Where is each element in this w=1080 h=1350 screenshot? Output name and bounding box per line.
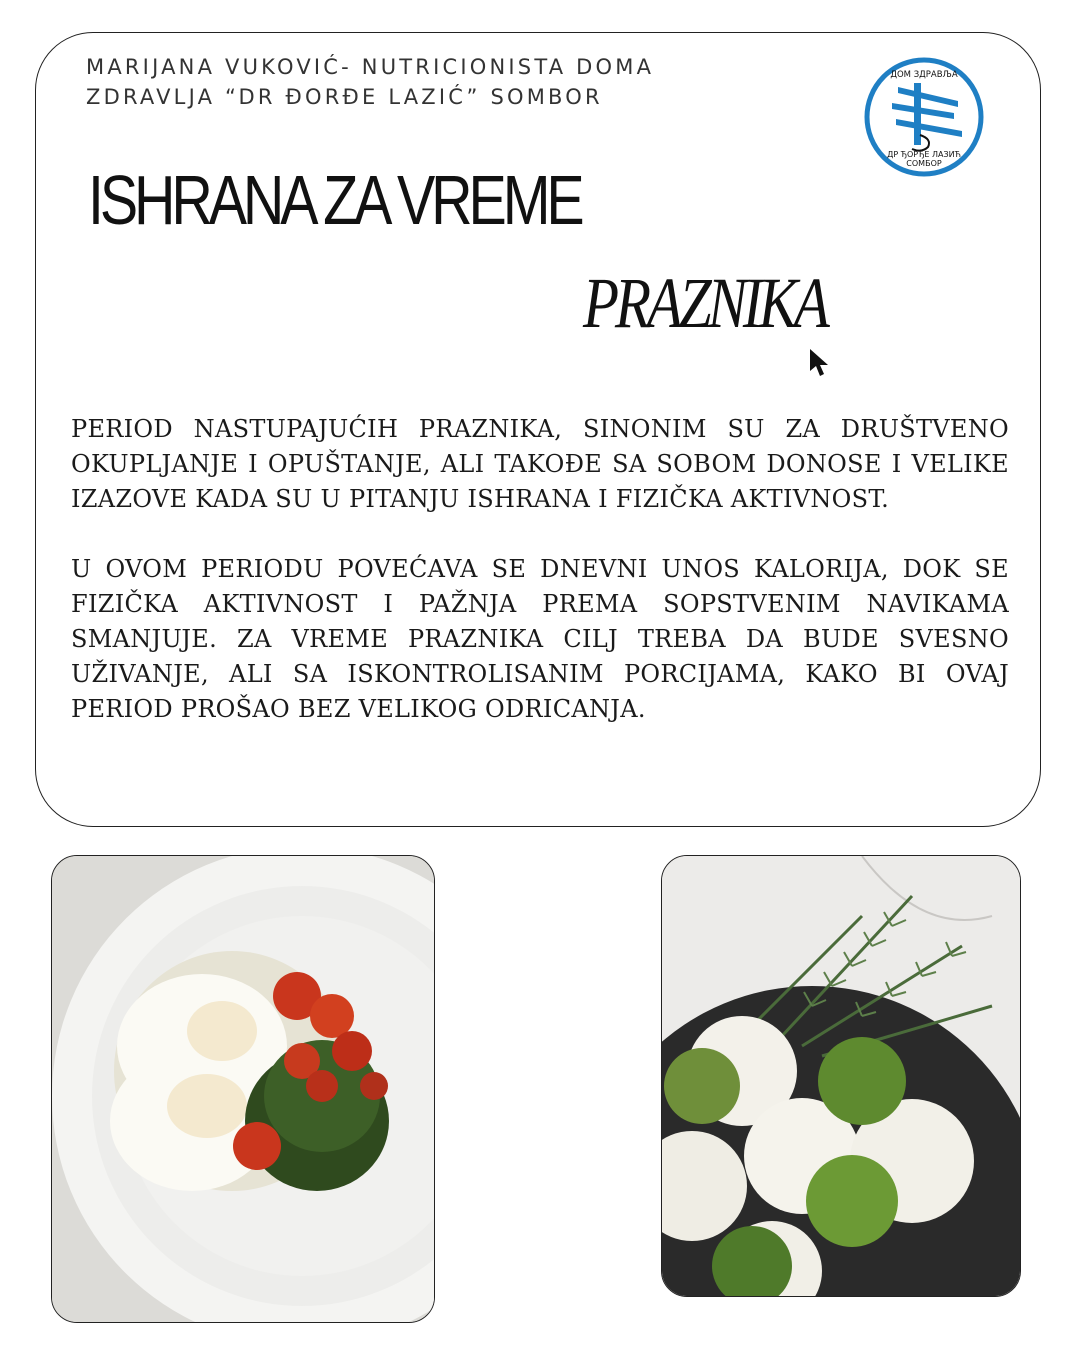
- eggs-spinach-illustration: [52, 856, 435, 1323]
- cauliflower-broccoli-illustration: [662, 856, 1021, 1297]
- paragraph-1: PERIOD NASTUPAJUĆIH PRAZNIKA, SINONIM SU ZA DRUŠTVENO OKUPLJANJE I OPUŠTANJE, ALI TAKOĐE SA SOBOM DONOSE I VELIKE IZAZOVE KADA SU U PITANJU ISHRANA I FIZIČKA AKTIVNOST.: [71, 415, 1009, 513]
- title-line-2: PRAZNIKA: [583, 263, 826, 343]
- body-text: [71, 412, 1009, 762]
- cursor-arrow-icon: [808, 347, 834, 379]
- logo-text-bottom-2: СОМБОР: [906, 159, 942, 168]
- eggs-spinach-photo: [51, 855, 435, 1323]
- author-line-1: MARIJANA VUKOVIĆ- NUTRICIONISTA DOMA: [86, 55, 655, 79]
- logo-text-bottom-1: ДР ЂОРЂЕ ЛАЗИЋ: [887, 150, 961, 159]
- paragraph-2: U OVOM PERIODU POVEĆAVA SE DNEVNI UNOS KALORIJA, DOK SE FIZIČKA AKTIVNOST I PAŽNJA PREMA SOPSTVENIM NAVIKAMA SMANJUJE. ZA VREME PRAZNIKA CILJ TREBA DA BUDE SVESNO UŽIVANJE, ALI SA ISKONTROLISANIM PORCIJAMA, KAKO BI OVAJ PERIOD PROŠAO BEZ VELIKOG ODRICANJA.: [71, 555, 1009, 723]
- title-line-1: ISHRANA ZA VREME: [88, 161, 581, 239]
- logo-text-top: ДОМ ЗДРАВЉА: [890, 70, 958, 80]
- health-center-logo-icon: [862, 55, 986, 179]
- author-credit: [86, 52, 766, 112]
- author-line-2: ZDRAVLJA “DR ĐORĐE LAZIĆ” SOMBOR: [86, 85, 603, 109]
- cauliflower-broccoli-photo: [661, 855, 1021, 1297]
